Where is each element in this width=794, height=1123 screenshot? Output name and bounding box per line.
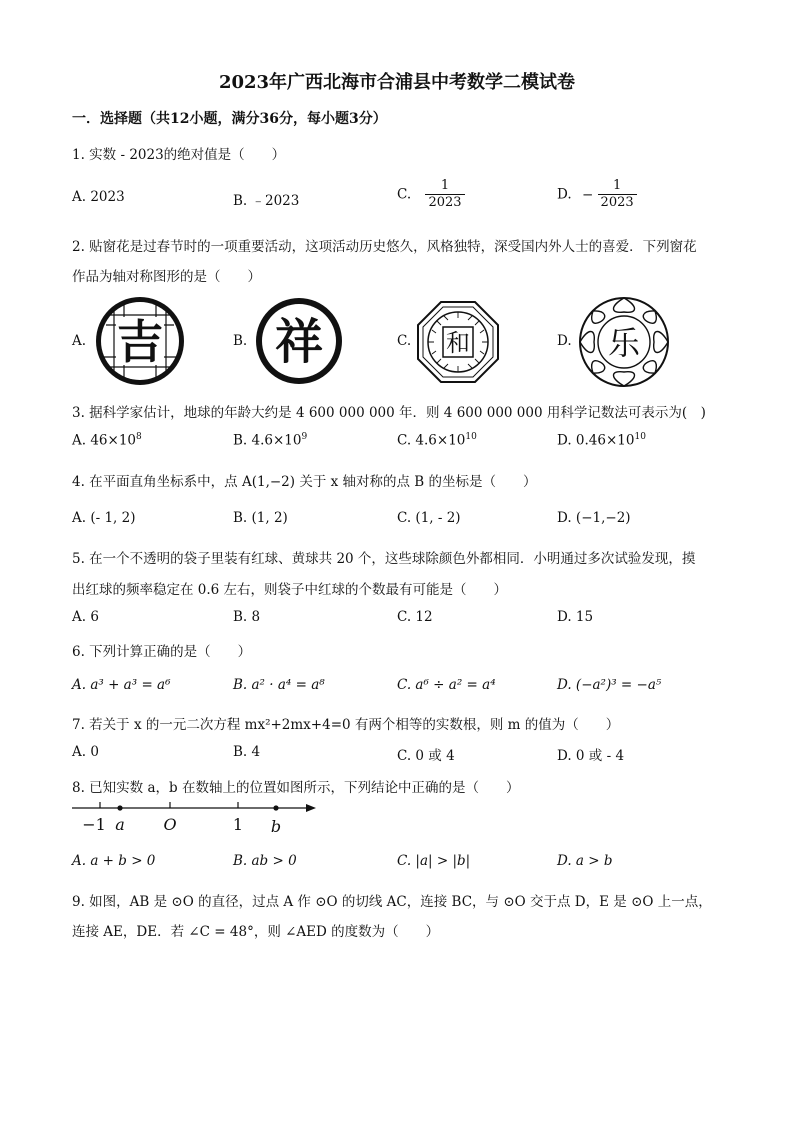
q1-option-c-label: C. [397, 186, 412, 203]
q1-d-numerator: 1 [598, 178, 637, 195]
label-b: b [270, 817, 282, 836]
q3-option-a-exp: 8 [136, 432, 142, 442]
q3-option-d-exp: 10 [634, 432, 646, 442]
q3-option-c [397, 432, 477, 449]
question-5-line-1: 5. 在一个不透明的袋子里装有红球、黄球共 20 个，这些球除颜色外都相同．小明通过多次试验发现，摸 [72, 551, 696, 567]
q2-option-a: A. [72, 333, 87, 349]
paper-cut-le-image [578, 296, 670, 388]
question-9-line-1: 9. 如图，AB 是 ⊙O 的直径，过点 A 作 ⊙O 的切线 AC，连接 BC，与 ⊙O 交于点 D，E 是 ⊙O 上一点， [72, 894, 712, 910]
number-line-arrow [306, 804, 316, 812]
q2-option-c: C. [397, 333, 412, 349]
q5-option-a: A. 6 [72, 609, 99, 625]
paper-cut-le-char: 乐 [607, 324, 641, 362]
label-origin: O [163, 815, 177, 834]
paper-cut-ji-char: 吉 [117, 315, 163, 369]
question-2-line-1: 2. 贴窗花是过春节时的一项重要活动，这项活动历史悠久，风格独特，深受国内外人士的喜爱．下列窗花 [72, 239, 697, 255]
page-title: 2023年广西北海市合浦县中考数学二模试卷 [218, 72, 576, 93]
point-a [117, 805, 122, 810]
question-2-line-2: 作品为轴对称图形的是（ ） [72, 269, 261, 285]
q7-option-d: D. 0 或 - 4 [557, 748, 625, 764]
label-one: 1 [232, 815, 244, 834]
q1-d-sign: − [581, 186, 594, 203]
q3-option-b-exp: 9 [301, 432, 308, 442]
q4-option-b: B. (1, 2) [233, 510, 288, 526]
q3-option-c-exp: 10 [465, 432, 477, 442]
paper-cut-xiang-image [254, 296, 344, 386]
question-9-line-2: 连接 AE，DE．若 ∠C = 48°，则 ∠AED 的度数为（ ） [72, 924, 440, 940]
paper-cut-he-char: 和 [446, 329, 470, 357]
paper-cut-he-image [416, 300, 500, 384]
label-a: a [115, 815, 125, 834]
q8-option-d: D. a > b [557, 853, 613, 869]
q1-option-a: A. 2023 [72, 189, 125, 205]
question-4: 4. 在平面直角坐标系中，点 A(1,−2) 关于 x 轴对称的点 B 的坐标是（ ） [72, 474, 537, 490]
section-heading: 一．选择题（共12小题，满分36分，每小题3分） [72, 111, 387, 127]
q8-option-c: C. |a| > |b| [397, 853, 471, 869]
q1-option-b: B. ﹣2023 [233, 193, 300, 209]
q3-option-a-base: A. 46×10 [72, 432, 136, 449]
q1-d-denominator: 2023 [600, 195, 634, 210]
point-b [273, 805, 278, 810]
q6-option-c: C. a⁶ ÷ a² = a⁴ [397, 677, 496, 693]
q8-option-b: B. ab > 0 [233, 853, 297, 869]
q5-option-b: B. 8 [233, 609, 261, 625]
question-3: 3. 据科学家估计，地球的年龄大约是 4 600 000 000 年．则 4 600 000 000 用科学记数法可表示为( ) [72, 405, 706, 421]
q8-option-a: A. a + b > 0 [72, 853, 156, 869]
q3-option-a [72, 432, 142, 449]
q4-option-a: A. (- 1, 2) [72, 510, 136, 526]
label-minus-one: −1 [82, 815, 106, 834]
q7-option-c: C. 0 或 4 [397, 748, 455, 764]
q1-option-d [557, 178, 637, 211]
paper-cut-ji-image [94, 295, 186, 387]
q1-c-denominator: 2023 [428, 195, 462, 210]
question-7: 7. 若关于 x 的一元二次方程 mx²+2mx+4=0 有两个相等的实数根，则 m 的值为（ ） [72, 717, 620, 733]
q1-c-numerator: 1 [425, 178, 464, 195]
question-1: 1. 实数 - 2023的绝对值是（ ） [72, 147, 286, 163]
paper-cut-xiang-char: 祥 [274, 314, 324, 370]
q3-option-d [557, 432, 646, 449]
q3-option-b-base: B. 4.6×10 [233, 432, 302, 449]
q2-option-b: B. [233, 333, 248, 349]
q3-option-c-base: C. 4.6×10 [397, 432, 466, 449]
q1-option-d-label: D. [557, 186, 572, 203]
q6-option-b: B. a² · a⁴ = a⁸ [233, 677, 325, 693]
q4-option-d: D. (−1,−2) [557, 510, 631, 526]
q3-option-d-base: D. 0.46×10 [557, 432, 635, 449]
q7-option-b: B. 4 [233, 744, 261, 760]
q5-option-c: C. 12 [397, 609, 433, 625]
q1-option-c [397, 178, 465, 211]
number-line-figure [70, 796, 330, 840]
q6-option-d: D. (−a²)³ = −a⁵ [557, 677, 662, 693]
q4-option-c: C. (1, - 2) [397, 510, 461, 526]
question-6: 6. 下列计算正确的是（ ） [72, 644, 252, 660]
question-8: 8. 已知实数 a，b 在数轴上的位置如图所示，下列结论中正确的是（ ） [72, 780, 520, 796]
q7-option-a: A. 0 [72, 744, 99, 760]
question-5-line-2: 出红球的频率稳定在 0.6 左右，则袋子中红球的个数最有可能是（ ） [72, 582, 508, 598]
q5-option-d: D. 15 [557, 609, 594, 625]
q2-option-d: D. [557, 333, 572, 349]
q6-option-a: A. a³ + a³ = a⁶ [72, 677, 171, 693]
q3-option-b [233, 432, 307, 449]
